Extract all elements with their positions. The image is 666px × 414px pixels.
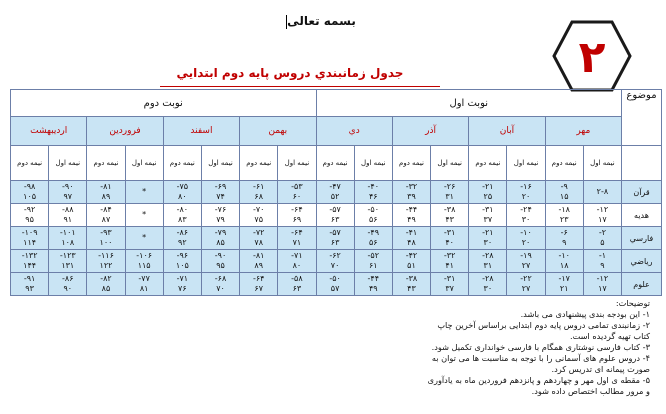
cell-line: ۱۳۱	[61, 261, 75, 270]
cell-line: ۸۰	[178, 192, 187, 201]
cell-line: ۱۶-	[520, 182, 532, 191]
cell-line: ۱۱۴	[23, 238, 37, 247]
schedule-cell	[583, 227, 621, 250]
schedule-cell	[392, 181, 430, 204]
cell-line: ۱۱۶-	[98, 251, 114, 260]
schedule-cell	[354, 227, 392, 250]
cell-line: ۴۳	[407, 284, 416, 293]
cell-line: ۲۱-	[482, 228, 494, 237]
cell-line: ۸۰-	[176, 205, 189, 214]
half-header-second: نوبت دوم	[11, 90, 317, 117]
cell-line: ۴۶	[368, 192, 378, 201]
schedule-cell	[431, 204, 469, 227]
subject-label: فارسي	[622, 227, 662, 250]
sub-header-second-half: نیمه دوم	[163, 146, 201, 181]
cell-line: ۸۵	[216, 238, 225, 247]
schedule-cell	[278, 181, 316, 204]
cell-line: ۹۷	[63, 192, 73, 201]
grade-number: ۲	[578, 32, 606, 83]
cell-line: ۵۷	[330, 284, 340, 293]
schedule-cell	[545, 181, 583, 204]
cell-line: ۴۱-	[405, 228, 418, 237]
cell-line: ۲۸-	[482, 251, 494, 260]
cell-line: ۴۸	[407, 238, 416, 247]
cell-line: ۷۷-	[138, 274, 150, 283]
cell-line: ۳۷	[445, 284, 454, 293]
corner-subject-header: موضوع	[622, 90, 662, 146]
cell-line: ۱۰۸	[61, 238, 75, 247]
schedule-heading: جدول زمانبندي دروس پايه دوم ابتدايي	[176, 66, 404, 80]
schedule-cell	[87, 204, 125, 227]
schedule-cell	[431, 250, 469, 273]
subject-label: رياضي	[622, 250, 662, 273]
cell-line: ۳۱-	[482, 205, 494, 214]
cell-line: ۶۳	[292, 284, 302, 293]
cell-line: ۷۵	[254, 215, 264, 224]
cell-line: ۸۱-	[100, 182, 112, 191]
cell-line: ۴۳	[445, 215, 454, 224]
schedule-cell	[11, 227, 49, 250]
cell-line: ۶۴-	[252, 274, 265, 283]
cell-line: ۹۸-	[23, 182, 36, 191]
cell-line: ۲۴-	[520, 205, 532, 214]
cell-line: ۸۰	[292, 261, 302, 270]
schedule-cell	[87, 227, 125, 250]
cell-line: ۷۶-	[214, 205, 227, 214]
subject-row	[11, 273, 662, 296]
cell-line: ۹	[562, 238, 567, 247]
subject-label: هديه	[622, 204, 662, 227]
cell-line: ۶۷	[254, 284, 264, 293]
cell-line: ۳۷	[483, 215, 493, 224]
cell-line: ۱۷-	[558, 274, 570, 283]
cell-line: ۳۹	[407, 192, 416, 201]
cell-line: ۹۵	[216, 261, 225, 270]
schedule-cell	[278, 204, 316, 227]
schedule-cell	[163, 250, 201, 273]
cell-line: ۴۴-	[405, 205, 418, 214]
cell-line: ۱۲-	[596, 274, 609, 283]
schedule-cell	[163, 204, 201, 227]
schedule-cell	[545, 204, 583, 227]
note-line: ۴- دروس علوم های آسمانی را با توجه به مناسبت ها می توان به	[431, 353, 650, 363]
schedule-cell	[201, 227, 239, 250]
cell-line: ۱۰۰	[99, 238, 113, 247]
schedule-cell	[469, 227, 507, 250]
cell-line: ۵۰-	[329, 274, 341, 283]
cell-line: ۳۰	[483, 238, 493, 247]
sub-header-blank	[622, 146, 662, 181]
cell-line: ۳۱-	[443, 274, 456, 283]
cell-line: ۳۱	[483, 261, 493, 270]
schedule-cell	[392, 250, 430, 273]
schedule-cell	[431, 181, 469, 204]
schedule-cell	[11, 204, 49, 227]
note-line: و مرور مطالب اختصاص داده شود.	[531, 386, 650, 396]
schedule-cell	[431, 227, 469, 250]
cell-line: *	[142, 210, 147, 219]
cell-line: ۴۴-	[367, 274, 380, 283]
cell-line: ۴۹	[368, 284, 378, 293]
schedule-table	[10, 89, 662, 296]
schedule-cell	[392, 204, 430, 227]
schedule-cell	[49, 250, 87, 273]
sub-header-first-half: نیمه اول	[125, 146, 163, 181]
cell-line: ۵۸-	[291, 274, 303, 283]
subject-row	[11, 227, 662, 250]
cell-line: ۶۴-	[291, 228, 303, 237]
schedule-cell	[240, 250, 278, 273]
cell-line: ۹۰	[63, 284, 73, 293]
subject-row	[11, 204, 662, 227]
schedule-cell	[354, 181, 392, 204]
cell-line: ۷۰	[330, 261, 340, 270]
cell-line: ۸۱	[139, 284, 149, 293]
cell-line: ۱۰-	[558, 251, 570, 260]
cell-line: ۲۷	[521, 284, 531, 293]
cell-line: ۲۷	[521, 261, 531, 270]
cell-line: ۹۱	[63, 215, 73, 224]
cell-line: ۵۷-	[329, 205, 341, 214]
cell-line: ۱۸-	[558, 205, 570, 214]
cell-line: *	[142, 187, 147, 196]
sub-header-first-half: نیمه اول	[201, 146, 239, 181]
cell-line: ۷۲-	[252, 228, 265, 237]
cell-line: ۷۹-	[214, 228, 227, 237]
cell-line: *	[142, 233, 147, 242]
cell-line: ۴۲-	[405, 251, 418, 260]
schedule-cell	[87, 250, 125, 273]
note-line: صورت پیمانه ای تدریس کرد.	[551, 364, 650, 374]
cell-line: ۵۶	[368, 238, 378, 247]
cell-line: ۴۹	[407, 215, 416, 224]
schedule-cell	[163, 273, 201, 296]
sub-header-second-half: نیمه دوم	[240, 146, 278, 181]
cell-line: ۹۵	[25, 215, 34, 224]
cell-line: ۲۸-	[482, 274, 494, 283]
sub-header-first-half: نیمه اول	[278, 146, 316, 181]
subject-label: علوم	[622, 273, 662, 296]
month-header: آذر	[392, 117, 468, 146]
schedule-cell	[240, 273, 278, 296]
cell-line: ۴۷-	[329, 182, 341, 191]
cell-line: ۸۵	[101, 284, 111, 293]
sub-header-first-half: نیمه اول	[431, 146, 469, 181]
schedule-cell	[507, 204, 545, 227]
cell-line: ۶۸	[254, 192, 264, 201]
cell-line: ۱۰۵	[175, 261, 189, 270]
schedule-cell	[431, 273, 469, 296]
schedule-cell	[163, 227, 201, 250]
cell-line: ۸۴-	[100, 205, 112, 214]
cell-line: ۶۲-	[329, 251, 341, 260]
cell-line: ۸۸-	[62, 205, 74, 214]
cell-line: ۹-	[560, 182, 568, 191]
note-line: ۵- مقطه ی اول مهر و چهاردهم و پانزدهم فروردین ماه به یادآوری	[427, 375, 650, 385]
cell-line: ۸۹	[254, 261, 264, 270]
schedule-cell	[49, 204, 87, 227]
cell-line: ۱۰۹-	[21, 228, 38, 237]
schedule-cell	[545, 227, 583, 250]
cell-line: ۷۵-	[176, 182, 189, 191]
schedule-cell	[583, 181, 621, 204]
cell-line: ۹۱-	[23, 274, 36, 283]
cell-line: ۶۰	[292, 192, 302, 201]
cell-line: ۶۱	[368, 261, 378, 270]
schedule-cell	[469, 273, 507, 296]
sub-header-second-half: نیمه دوم	[11, 146, 49, 181]
cell-line: ۹۰-	[214, 251, 227, 260]
schedule-cell	[278, 227, 316, 250]
cell-line: ۶۳	[330, 238, 340, 247]
schedule-cell	[354, 250, 392, 273]
page-top-title: بسمه تعالی	[287, 14, 356, 28]
schedule-cell	[507, 250, 545, 273]
note-line: ۳- کتاب فارسی نوشتاری همگام با فارسی خوانداری تکمیل شود.	[431, 342, 650, 352]
sub-header-second-half: نیمه دوم	[316, 146, 354, 181]
schedule-cell	[125, 273, 163, 296]
cell-line: ۱۴۴	[23, 261, 37, 270]
schedule-cell	[11, 181, 49, 204]
month-header: فروردين	[87, 117, 163, 146]
schedule-cell	[392, 227, 430, 250]
cell-line: ۲۱	[559, 284, 569, 293]
cell-line: ۳۰	[521, 215, 531, 224]
month-header: ارديبهشت	[11, 117, 87, 146]
schedule-cell	[278, 250, 316, 273]
schedule-cell	[316, 204, 354, 227]
cell-line: ۷۰	[216, 284, 225, 293]
sub-header-second-half: نیمه دوم	[469, 146, 507, 181]
schedule-cell	[87, 273, 125, 296]
cell-line: ۵	[600, 238, 605, 247]
cell-line: ۳۲-	[443, 251, 456, 260]
cell-line: ۴۱	[445, 261, 454, 270]
schedule-cell	[49, 273, 87, 296]
cell-line: ۸۱-	[252, 251, 265, 260]
cell-line: ۸۶-	[176, 228, 189, 237]
subject-label: قرآن	[622, 181, 662, 204]
cell-line: ۳۲-	[405, 182, 418, 191]
cell-line: ۸۲-	[100, 274, 112, 283]
cell-line: ۲-۸	[596, 187, 609, 196]
cell-line: ۲۰	[521, 192, 531, 201]
cell-line: ۱۷	[598, 215, 607, 224]
schedule-cell	[354, 273, 392, 296]
cell-line: ۷۹	[216, 215, 225, 224]
schedule-cell	[507, 181, 545, 204]
schedule-cell	[583, 273, 621, 296]
cell-line: ۸۷	[101, 215, 111, 224]
notes-section	[130, 298, 650, 397]
subject-row	[11, 250, 662, 273]
cell-line: ۶۱-	[252, 182, 265, 191]
cell-line: ۳۱	[445, 192, 454, 201]
schedule-cell	[469, 181, 507, 204]
grade-badge-hexagon	[552, 20, 632, 92]
sub-header-first-half: نیمه اول	[583, 146, 621, 181]
cell-line: ۹	[600, 261, 605, 270]
half-header-first: نوبت اول	[316, 90, 622, 117]
cell-line: ۴۹-	[367, 228, 380, 237]
sub-header-first-half: نیمه اول	[49, 146, 87, 181]
schedule-cell	[583, 250, 621, 273]
cell-line: ۶۸-	[214, 274, 227, 283]
cell-line: ۱۲۳-	[59, 251, 76, 260]
cell-line: ۷۱	[292, 238, 302, 247]
schedule-cell	[49, 181, 87, 204]
cell-line: ۱۰۱-	[59, 228, 76, 237]
month-header: اسفند	[163, 117, 239, 146]
cell-line: ۳۱-	[443, 228, 456, 237]
schedule-cell	[163, 181, 201, 204]
schedule-cell	[125, 250, 163, 273]
cell-line: ۱۷	[598, 284, 607, 293]
cell-line: ۱-	[598, 251, 606, 260]
cell-line: ۲۱-	[482, 182, 494, 191]
cell-line: ۱۳۲-	[21, 251, 38, 260]
cell-line: ۶۴-	[291, 205, 303, 214]
cell-line: ۵۷-	[329, 228, 341, 237]
cell-line: ۱۲-	[596, 205, 609, 214]
sub-header-first-half: نیمه اول	[507, 146, 545, 181]
schedule-cell	[240, 227, 278, 250]
note-line: ۱- این بودجه بندی پیشنهادی می باشد.	[520, 309, 650, 319]
cell-line: ۱۱۵	[137, 261, 151, 270]
cell-line: ۴۰-	[367, 182, 380, 191]
schedule-cell	[316, 227, 354, 250]
cell-line: ۹۳-	[100, 228, 112, 237]
cell-line: ۵۰-	[367, 205, 380, 214]
cell-line: ۶۹	[292, 215, 302, 224]
cell-line: ۲۶-	[443, 182, 456, 191]
cell-line: ۱۰-	[520, 228, 532, 237]
schedule-cell	[201, 204, 239, 227]
cell-line: ۵۲	[330, 192, 340, 201]
schedule-cell	[354, 204, 392, 227]
cell-line: ۱۰۵	[23, 192, 37, 201]
cell-line: ۵۳-	[291, 182, 303, 191]
schedule-cell	[125, 181, 163, 204]
cell-line: ۹۰-	[62, 182, 74, 191]
notes-title: توضیحات:	[615, 298, 650, 308]
schedule-cell	[316, 273, 354, 296]
cell-line: ۷۴	[216, 192, 225, 201]
cell-line: ۶-	[560, 228, 568, 237]
cell-line: ۷۱-	[291, 251, 303, 260]
schedule-cell	[87, 181, 125, 204]
sub-header-first-half: نیمه اول	[354, 146, 392, 181]
month-header: مهر	[545, 117, 621, 146]
schedule-cell	[240, 204, 278, 227]
cell-line: ۹۲-	[23, 205, 36, 214]
schedule-cell	[278, 273, 316, 296]
cell-line: ۶۹-	[214, 182, 227, 191]
month-header: آبان	[469, 117, 545, 146]
cell-line: ۴۰	[445, 238, 454, 247]
schedule-cell	[583, 204, 621, 227]
cell-line: ۲۵	[483, 192, 493, 201]
schedule-cell	[545, 273, 583, 296]
sub-header-second-half: نیمه دوم	[392, 146, 430, 181]
cell-line: ۲۰	[521, 238, 531, 247]
cell-line: ۷۸	[254, 238, 264, 247]
cell-line: ۸۹	[101, 192, 111, 201]
schedule-cell	[11, 250, 49, 273]
schedule-cell	[201, 250, 239, 273]
cell-line: ۹۲	[178, 238, 187, 247]
cell-line: ۷۶	[178, 284, 187, 293]
subject-row	[11, 181, 662, 204]
schedule-cell	[11, 273, 49, 296]
cell-line: ۳۰	[483, 284, 493, 293]
schedule-cell	[125, 204, 163, 227]
cell-line: ۵۱	[407, 261, 416, 270]
cell-line: ۸۳	[178, 215, 187, 224]
schedule-cell	[49, 227, 87, 250]
cell-line: ۵۲-	[367, 251, 380, 260]
schedule-cell	[392, 273, 430, 296]
schedule-cell	[240, 181, 278, 204]
cell-line: ۲-	[598, 228, 606, 237]
cell-line: ۲۲-	[520, 274, 532, 283]
schedule-cell	[316, 181, 354, 204]
cell-line: ۹۶-	[176, 251, 189, 260]
cell-line: ۳۸-	[405, 274, 418, 283]
cell-line: ۱۲۲	[99, 261, 113, 270]
cell-line: ۱۸	[559, 261, 569, 270]
schedule-cell	[469, 250, 507, 273]
sub-header-second-half: نیمه دوم	[545, 146, 583, 181]
schedule-cell	[201, 181, 239, 204]
cell-line: ۷۱-	[176, 274, 189, 283]
note-line: ۲- زمانبندی تمامی دروس پایه دوم ابتدایی براساس آخرین چاپ	[437, 320, 650, 330]
schedule-cell	[507, 227, 545, 250]
schedule-cell	[125, 227, 163, 250]
schedule-cell	[507, 273, 545, 296]
note-line: کتاب تهیه گردیده است.	[570, 331, 650, 341]
sub-header-second-half: نیمه دوم	[87, 146, 125, 181]
cell-line: ۱۰۶-	[136, 251, 153, 260]
month-header: بهمن	[240, 117, 316, 146]
cell-line: ۷۰-	[252, 205, 265, 214]
month-header: دي	[316, 117, 392, 146]
cell-line: ۱۵	[559, 192, 569, 201]
cell-line: ۵۶	[368, 215, 378, 224]
cell-line: ۸۶-	[62, 274, 74, 283]
cell-line: ۶۳	[330, 215, 340, 224]
heading-underline	[160, 86, 440, 87]
schedule-cell	[545, 250, 583, 273]
cell-line: ۲۳	[559, 215, 569, 224]
cell-line: ۱۹-	[520, 251, 532, 260]
cell-line: ۳۸-	[443, 205, 456, 214]
schedule-cell	[469, 204, 507, 227]
schedule-cell	[201, 273, 239, 296]
schedule-cell	[316, 250, 354, 273]
cell-line: ۹۳	[25, 284, 34, 293]
